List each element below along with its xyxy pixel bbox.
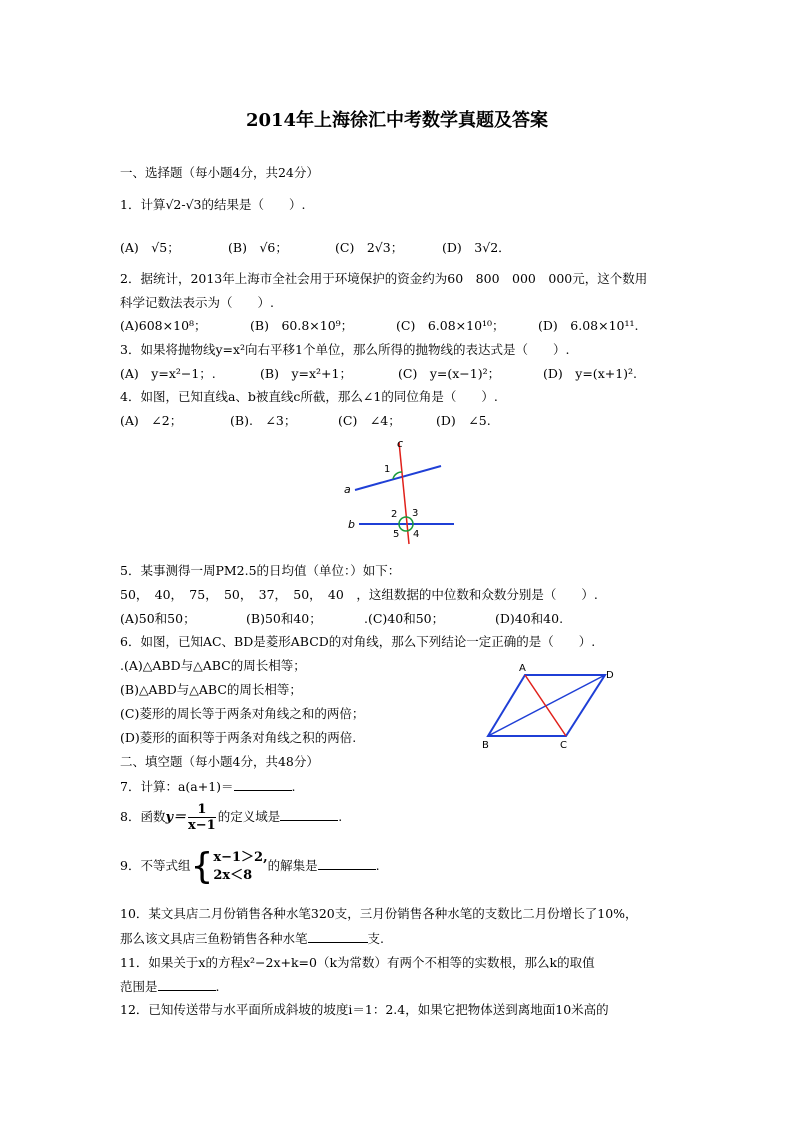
q6-option-b: (B)△ABD与△ABC的周长相等；: [120, 682, 302, 697]
q5-stem-line2: 50， 40， 75， 50， 37， 50， 40 ，这组数据的中位数和众数分别是（ ）.: [120, 587, 598, 602]
q2-stem-line2: 科学记数法表示为（ ）.: [120, 295, 274, 310]
q11-line2: [120, 978, 220, 995]
vertex-a-label: A: [519, 663, 526, 674]
q4-figure-parallel-lines: [340, 436, 470, 548]
q3-option-d: (D) y=(x+1)².: [543, 366, 638, 381]
q9-line: [120, 846, 380, 886]
q10-text: 那么该文具店三鱼粉销售各种水笔: [120, 931, 308, 946]
q9-answer-blank[interactable]: [318, 857, 376, 870]
q9-row1: x−1＞2,: [213, 849, 268, 865]
diagonal-ac: [525, 675, 566, 736]
q9-row2: 2x＜8: [213, 867, 253, 883]
q2-option-d: (D) 6.08×10¹¹.: [538, 318, 639, 333]
q8-line: [120, 800, 342, 835]
label-angle-3: 3: [412, 508, 419, 519]
q3-option-b: (B) y=x²+1；: [260, 366, 352, 381]
label-c: c: [397, 437, 404, 450]
line-a: [355, 466, 441, 490]
page-title: 2014年上海徐汇中考数学真题及答案: [245, 110, 549, 131]
q7-end: .: [291, 779, 296, 794]
q5-option-b: (B)50和40；: [246, 611, 322, 626]
q8-answer-blank[interactable]: [280, 808, 338, 821]
q1-stem: 1．计算√2-√3的结果是（ ）.: [120, 197, 306, 212]
q9-system: [213, 849, 267, 885]
q6-stem: 6．如图，已知AC、BD是菱形ABCD的对角线，那么下列结论一定正确的是（ ）.: [120, 634, 596, 649]
q2-stem-line1: 2．据统计，2013年上海市全社会用于环境保护的资金约为60 800 000 000元，这个数用: [120, 271, 648, 286]
q7-answer-blank[interactable]: [234, 778, 292, 791]
q9-end: .: [375, 858, 380, 873]
q12-line1: 12．已知传送带与水平面所成斜坡的坡度i＝1：2.4，如果它把物体送到离地面10米高的: [120, 1002, 609, 1017]
q8-numerator: 1: [188, 802, 216, 818]
q9-text: 9．不等式组: [120, 858, 191, 873]
q10-line2: [120, 930, 384, 947]
q11-end: .: [215, 979, 220, 994]
q8-denominator: x−1: [188, 818, 216, 833]
q5-option-d: (D)40和40.: [495, 611, 564, 626]
label-angle-5: 5: [393, 529, 400, 540]
q1-option-c: (C) 2√3；: [335, 240, 404, 255]
label-angle-1: 1: [384, 464, 391, 475]
q6-option-a: .(A)△ABD与△ABC的周长相等；: [120, 658, 306, 673]
q11-text: 范围是: [120, 979, 158, 994]
section-2-heading: 二、填空题（每小题4分，共48分）: [120, 754, 319, 769]
q1-option-a: (A) √5；: [120, 240, 180, 255]
label-a: a: [344, 483, 351, 496]
q11-answer-blank[interactable]: [158, 978, 216, 991]
q4-stem: 4．如图，已知直线a、b被直线c所截，那么∠1的同位角是（ ）.: [120, 389, 498, 404]
q4-option-d: (D) ∠5.: [436, 413, 491, 428]
q3-option-c: (C) y=(x−1)²；: [398, 366, 501, 381]
q10-end: 支.: [367, 931, 384, 946]
q6-figure-rhombus: [478, 660, 623, 752]
q7-line: [120, 778, 296, 795]
q8-end: .: [338, 809, 343, 824]
q6-option-c: (C)菱形的周长等于两条对角线之和的两倍；: [120, 706, 365, 721]
q1-option-b: (B) √6；: [228, 240, 288, 255]
section-1-heading: 一、选择题（每小题4分，共24分）: [120, 165, 319, 180]
q5-option-a: (A)50和50；: [120, 611, 196, 626]
q2-option-b: (B) 60.8×10⁹；: [250, 318, 354, 333]
q10-line1: 10．某文具店二月份销售各种水笔320支，三月份销售各种水笔的支数比二月份增长了10%，: [120, 906, 638, 921]
q9-brace-icon: {: [190, 845, 214, 887]
q2-option-c: (C) 6.08×10¹⁰；: [396, 318, 505, 333]
vertex-d-label: D: [606, 670, 614, 681]
q3-stem: 3．如果将抛物线y=x²向右平移1个单位，那么所得的抛物线的表达式是（ ）.: [120, 342, 570, 357]
q5-stem-line1: 5．某事测得一周PM2.5的日均值（单位：）如下：: [120, 563, 401, 578]
q9-solution-text: 的解集是: [267, 858, 318, 873]
q10-answer-blank[interactable]: [308, 930, 368, 943]
q4-option-c: (C) ∠4；: [338, 413, 401, 428]
vertex-b-label: B: [482, 740, 489, 751]
q1-option-d: (D) 3√2．: [442, 240, 511, 255]
vertex-c-label: C: [560, 740, 567, 751]
q8-function-lhs: y＝: [165, 810, 187, 825]
q5-option-c: .(C)40和50；: [364, 611, 445, 626]
q4-option-a: (A) ∠2；: [120, 413, 183, 428]
label-b: b: [348, 518, 355, 531]
q11-line1: 11．如果关于x的方程x²−2x+k=0（k为常数）有两个不相等的实数根，那么k的取值: [120, 955, 595, 970]
label-angle-2: 2: [391, 509, 398, 520]
label-angle-4: 4: [413, 529, 420, 540]
q2-option-a: (A)608×10⁸；: [120, 318, 207, 333]
q7-text: 7．计算：a(a+1)＝: [120, 779, 234, 794]
q6-option-d: (D)菱形的面积等于两条对角线之积的两倍.: [120, 730, 357, 745]
q4-option-b: (B). ∠3；: [230, 413, 297, 428]
q3-option-a: (A) y=x²−1；.: [120, 366, 216, 381]
q8-fraction: [188, 802, 216, 833]
q8-domain-text: 的定义域是: [217, 809, 281, 824]
q8-text: 8．函数: [120, 809, 166, 824]
